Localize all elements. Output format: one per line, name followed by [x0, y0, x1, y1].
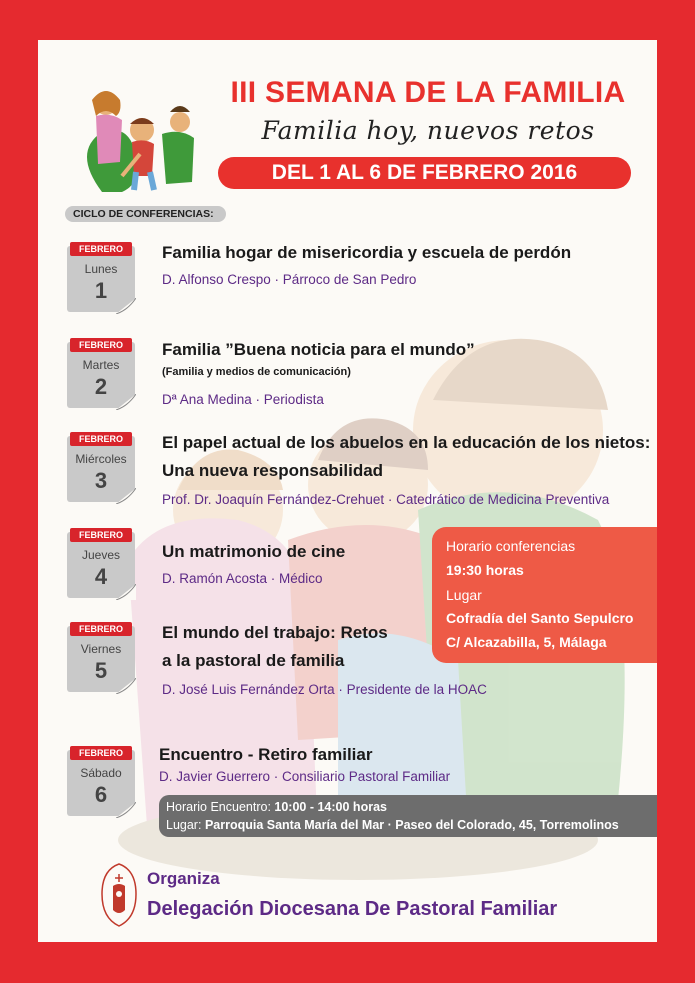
talk-title-day-3-line-1: El papel actual de los abuelos en la educación de los nietos:: [162, 433, 651, 452]
calendar-day-name: Jueves: [81, 548, 121, 562]
calendar-day-number: 4: [94, 564, 108, 589]
date-banner: DEL 1 AL 6 DE FEBRERO 2016: [218, 157, 631, 189]
talk-speaker-day-3: Prof. Dr. Joaquín Fernández-Crehuet · Catedrático de Medicina Preventiva: [162, 492, 610, 507]
calendar-month: FEBRERO: [70, 242, 132, 256]
page-curl-icon: [116, 298, 136, 314]
venue-name: Cofradía del Santo Sepulcro: [446, 610, 634, 626]
poster-title: III SEMANA DE LA FAMILIA: [230, 76, 626, 109]
talk-title-day-5-line-2: a la pastoral de familia: [162, 651, 345, 670]
calendar-icon-day-6: [67, 746, 137, 818]
calendar-month: FEBRERO: [70, 338, 132, 352]
page-curl-icon: [116, 488, 136, 504]
talk-title-day-6: Encuentro - Retiro familiar: [159, 745, 373, 764]
calendar-day-number: 3: [94, 468, 108, 493]
venue-address: C/ Alcazabilla, 5, Málaga: [446, 634, 607, 650]
page-curl-icon: [116, 678, 136, 694]
calendar-day-name: Miércoles: [75, 452, 127, 466]
organizer-name: Delegación Diocesana De Pastoral Familiar: [147, 898, 558, 920]
family-logo: [62, 72, 202, 194]
calendar-day-number: 1: [94, 278, 108, 303]
talk-note-day-2: (Familia y medios de comunicación): [162, 366, 351, 378]
calendar-day-name: Sábado: [80, 766, 122, 780]
talk-speaker-day-2: Dª Ana Medina · Periodista: [162, 392, 324, 407]
talk-title-day-2: Familia ”Buena noticia para el mundo”: [162, 340, 475, 359]
calendar-day-number: 6: [94, 782, 108, 807]
calendar-day-name: Lunes: [84, 262, 118, 276]
page-curl-icon: [116, 802, 136, 818]
page-curl-icon: [116, 394, 136, 410]
schedule-label: Horario conferencias: [446, 538, 576, 554]
talk-title-day-3-line-2: Una nueva responsabilidad: [162, 461, 384, 480]
organizer-label: Organiza: [147, 869, 220, 888]
encuentro-info-box: [159, 795, 657, 837]
calendar-day-name: Viernes: [80, 642, 122, 656]
calendar-icon-day-4: [67, 528, 137, 600]
calendar-day-name: Martes: [82, 358, 120, 372]
calendar-icon-day-2: [67, 338, 137, 410]
conference-info-box: [432, 527, 657, 663]
poster-sheet: [38, 40, 657, 942]
calendar-month: FEBRERO: [70, 622, 132, 636]
page-curl-icon: [116, 584, 136, 600]
poster-subtitle: Familia hoy, nuevos retos: [261, 116, 595, 145]
encuentro-venue-value: Parroquia Santa María del Mar · Paseo del Colorado, 45, Torremolinos: [204, 818, 619, 832]
calendar-day-number: 5: [94, 658, 108, 683]
encuentro-schedule-row: [166, 800, 387, 814]
talk-speaker-day-5: D. José Luis Fernández Orta · Presidente de la HOAC: [162, 682, 487, 697]
talk-title-day-1: Familia hogar de misericordia y escuela de perdón: [162, 243, 572, 262]
calendar-icon-day-1: [67, 242, 137, 314]
calendar-day-number: 2: [94, 374, 108, 399]
diocese-seal-logo: [96, 860, 142, 930]
talk-speaker-day-1: D. Alfonso Crespo · Párroco de San Pedro: [162, 272, 417, 287]
encuentro-venue-label: Lugar:: [166, 818, 202, 832]
talk-speaker-day-6: D. Javier Guerrero · Consiliario Pastoral Familiar: [159, 769, 451, 784]
encuentro-schedule-value: 10:00 - 14:00 horas: [274, 800, 387, 814]
venue-label: Lugar: [446, 587, 482, 603]
encuentro-schedule-label: Horario Encuentro:: [166, 800, 271, 814]
calendar-month: FEBRERO: [70, 746, 132, 760]
section-label: CICLO DE CONFERENCIAS:: [65, 206, 226, 222]
talk-speaker-day-4: D. Ramón Acosta · Médico: [162, 571, 323, 586]
schedule-value: 19:30 horas: [446, 562, 524, 578]
talk-title-day-5-line-1: El mundo del trabajo: Retos: [162, 623, 388, 642]
encuentro-venue-row: [166, 818, 619, 832]
calendar-month: FEBRERO: [70, 528, 132, 542]
talk-title-day-4: Un matrimonio de cine: [162, 542, 346, 561]
calendar-icon-day-5: [67, 622, 137, 694]
calendar-icon-day-3: [67, 432, 137, 504]
calendar-month: FEBRERO: [70, 432, 132, 446]
